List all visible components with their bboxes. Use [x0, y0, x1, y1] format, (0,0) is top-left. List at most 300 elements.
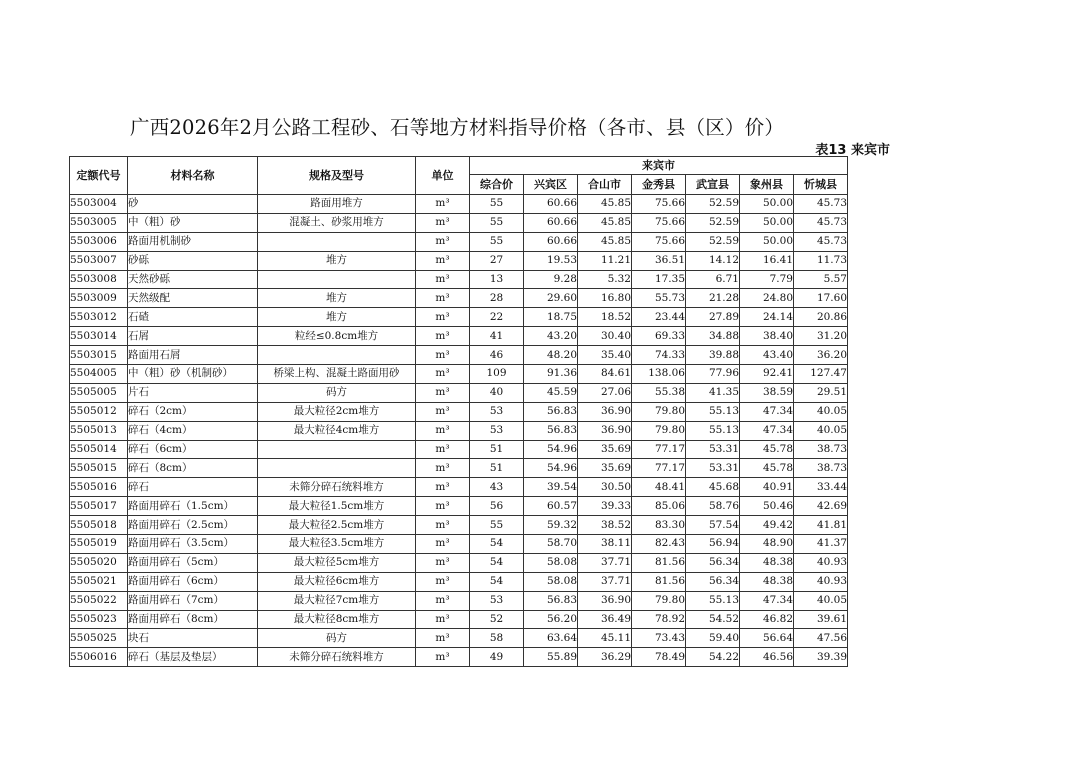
cell-price: 45.73 — [794, 213, 848, 232]
cell-price: 5.57 — [794, 270, 848, 289]
cell-unit: m³ — [416, 195, 470, 214]
cell-price: 45.59 — [524, 383, 578, 402]
cell-name: 路面用机制砂 — [128, 232, 258, 251]
table-row — [70, 478, 848, 497]
cell-price: 5.32 — [578, 270, 632, 289]
cell-price: 41.37 — [794, 535, 848, 554]
cell-unit: m³ — [416, 327, 470, 346]
cell-unit: m³ — [416, 232, 470, 251]
cell-price: 23.44 — [632, 308, 686, 327]
cell-price: 24.80 — [740, 289, 794, 308]
cell-price: 21.28 — [686, 289, 740, 308]
cell-price: 30.40 — [578, 327, 632, 346]
cell-name: 中（粗）砂 — [128, 213, 258, 232]
cell-price: 45.68 — [686, 478, 740, 497]
cell-price: 43.40 — [740, 346, 794, 365]
header-col-heshan: 合山市 — [578, 175, 632, 195]
cell-unit: m³ — [416, 270, 470, 289]
cell-price: 60.66 — [524, 195, 578, 214]
cell-name: 碎石（基层及垫层） — [128, 648, 258, 667]
cell-price: 46.82 — [740, 610, 794, 629]
cell-price: 38.52 — [578, 516, 632, 535]
cell-price: 45.85 — [578, 232, 632, 251]
cell-code: 5505025 — [70, 629, 128, 648]
cell-price: 37.71 — [578, 572, 632, 591]
cell-price: 48.38 — [740, 572, 794, 591]
cell-price: 78.49 — [632, 648, 686, 667]
cell-price: 40.05 — [794, 402, 848, 421]
cell-code: 5503005 — [70, 213, 128, 232]
cell-price: 60.66 — [524, 232, 578, 251]
cell-name: 碎石（8cm） — [128, 459, 258, 478]
cell-price: 39.61 — [794, 610, 848, 629]
cell-price: 13 — [470, 270, 524, 289]
cell-price: 81.56 — [632, 572, 686, 591]
cell-price: 58 — [470, 629, 524, 648]
cell-name: 路面用碎石（8cm） — [128, 610, 258, 629]
cell-price: 54.96 — [524, 440, 578, 459]
cell-unit: m³ — [416, 648, 470, 667]
cell-price: 59.32 — [524, 516, 578, 535]
table-subtitle: 表13 来宾市 — [815, 143, 890, 158]
cell-spec: 最大粒径1.5cm堆方 — [258, 497, 416, 516]
cell-price: 18.75 — [524, 308, 578, 327]
cell-name: 砂 — [128, 195, 258, 214]
cell-code: 5503012 — [70, 308, 128, 327]
cell-name: 砂砾 — [128, 251, 258, 270]
cell-price: 40 — [470, 383, 524, 402]
cell-price: 48.20 — [524, 346, 578, 365]
cell-price: 75.66 — [632, 213, 686, 232]
cell-code: 5505017 — [70, 497, 128, 516]
cell-price: 58.08 — [524, 572, 578, 591]
table-row — [70, 535, 848, 554]
cell-name: 中（粗）砂（机制砂） — [128, 365, 258, 384]
cell-price: 27.89 — [686, 308, 740, 327]
cell-price: 73.43 — [632, 629, 686, 648]
cell-unit: m³ — [416, 591, 470, 610]
cell-name: 天然砂砾 — [128, 270, 258, 289]
cell-price: 14.12 — [686, 251, 740, 270]
cell-price: 55.73 — [632, 289, 686, 308]
cell-name: 碎石（2cm） — [128, 402, 258, 421]
cell-price: 51 — [470, 440, 524, 459]
table-row — [70, 610, 848, 629]
cell-price: 77.96 — [686, 365, 740, 384]
cell-code: 5505005 — [70, 383, 128, 402]
cell-price: 55.38 — [632, 383, 686, 402]
cell-spec — [258, 440, 416, 459]
cell-name: 天然级配 — [128, 289, 258, 308]
cell-name: 路面用碎石（3.5cm） — [128, 535, 258, 554]
cell-name: 路面用碎石（7cm） — [128, 591, 258, 610]
cell-price: 38.59 — [740, 383, 794, 402]
cell-spec: 堆方 — [258, 289, 416, 308]
table-row — [70, 383, 848, 402]
header-code: 定额代号 — [70, 157, 128, 195]
table-row — [70, 289, 848, 308]
cell-price: 39.39 — [794, 648, 848, 667]
cell-price: 56.34 — [686, 553, 740, 572]
cell-price: 54.52 — [686, 610, 740, 629]
table-row — [70, 516, 848, 535]
cell-price: 74.33 — [632, 346, 686, 365]
cell-price: 36.51 — [632, 251, 686, 270]
cell-spec: 未筛分碎石统料堆方 — [258, 478, 416, 497]
cell-spec: 最大粒径6cm堆方 — [258, 572, 416, 591]
cell-code: 5505014 — [70, 440, 128, 459]
cell-name: 石屑 — [128, 327, 258, 346]
cell-price: 56.83 — [524, 421, 578, 440]
cell-price: 30.50 — [578, 478, 632, 497]
cell-price: 28 — [470, 289, 524, 308]
cell-price: 56.94 — [686, 535, 740, 554]
cell-name: 块石 — [128, 629, 258, 648]
cell-code: 5503004 — [70, 195, 128, 214]
cell-code: 5503008 — [70, 270, 128, 289]
cell-name: 路面用碎石（2.5cm） — [128, 516, 258, 535]
cell-price: 29.51 — [794, 383, 848, 402]
document-title: 广西2026年2月公路工程砂、石等地方材料指导价格（各市、县（区）价） — [130, 116, 785, 139]
cell-price: 50.46 — [740, 497, 794, 516]
cell-unit: m³ — [416, 251, 470, 270]
cell-name: 路面用碎石（6cm） — [128, 572, 258, 591]
cell-price: 59.40 — [686, 629, 740, 648]
cell-price: 41.81 — [794, 516, 848, 535]
cell-price: 55 — [470, 195, 524, 214]
cell-price: 47.34 — [740, 402, 794, 421]
table-row — [70, 365, 848, 384]
cell-price: 40.93 — [794, 553, 848, 572]
cell-price: 127.47 — [794, 365, 848, 384]
cell-price: 50.00 — [740, 213, 794, 232]
cell-unit: m³ — [416, 535, 470, 554]
cell-price: 48.90 — [740, 535, 794, 554]
header-col-xiangzhou: 象州县 — [740, 175, 794, 195]
cell-unit: m³ — [416, 629, 470, 648]
cell-code: 5505016 — [70, 478, 128, 497]
table-row — [70, 421, 848, 440]
cell-price: 45.85 — [578, 213, 632, 232]
cell-price: 45.73 — [794, 232, 848, 251]
cell-name: 片石 — [128, 383, 258, 402]
table-row — [70, 648, 848, 667]
cell-code: 5503007 — [70, 251, 128, 270]
cell-spec: 最大粒径2.5cm堆方 — [258, 516, 416, 535]
cell-price: 40.05 — [794, 421, 848, 440]
header-col-composite: 综合价 — [470, 175, 524, 195]
header-col-xincheng: 忻城县 — [794, 175, 848, 195]
price-table — [69, 156, 848, 667]
cell-code: 5504005 — [70, 365, 128, 384]
cell-unit: m³ — [416, 365, 470, 384]
cell-price: 38.73 — [794, 459, 848, 478]
cell-price: 27 — [470, 251, 524, 270]
cell-price: 55 — [470, 213, 524, 232]
cell-code: 5505021 — [70, 572, 128, 591]
cell-price: 39.33 — [578, 497, 632, 516]
cell-price: 78.92 — [632, 610, 686, 629]
cell-unit: m³ — [416, 346, 470, 365]
cell-price: 24.14 — [740, 308, 794, 327]
cell-price: 45.78 — [740, 440, 794, 459]
cell-price: 60.57 — [524, 497, 578, 516]
cell-price: 81.56 — [632, 553, 686, 572]
cell-price: 77.17 — [632, 459, 686, 478]
cell-price: 53.31 — [686, 459, 740, 478]
cell-spec — [258, 232, 416, 251]
cell-price: 36.29 — [578, 648, 632, 667]
cell-code: 5505022 — [70, 591, 128, 610]
cell-code: 5505019 — [70, 535, 128, 554]
cell-price: 56.20 — [524, 610, 578, 629]
table-row — [70, 459, 848, 478]
cell-price: 45.11 — [578, 629, 632, 648]
table-row — [70, 327, 848, 346]
cell-price: 38.40 — [740, 327, 794, 346]
cell-price: 54.96 — [524, 459, 578, 478]
cell-price: 17.35 — [632, 270, 686, 289]
cell-price: 52.59 — [686, 213, 740, 232]
table-row — [70, 232, 848, 251]
cell-name: 碎石 — [128, 478, 258, 497]
cell-price: 47.56 — [794, 629, 848, 648]
cell-spec: 粒经≤0.8cm堆方 — [258, 327, 416, 346]
cell-unit: m³ — [416, 478, 470, 497]
cell-price: 43.20 — [524, 327, 578, 346]
cell-price: 20.86 — [794, 308, 848, 327]
cell-price: 55 — [470, 516, 524, 535]
cell-price: 38.73 — [794, 440, 848, 459]
cell-price: 42.69 — [794, 497, 848, 516]
cell-price: 92.41 — [740, 365, 794, 384]
cell-unit: m³ — [416, 497, 470, 516]
cell-price: 39.54 — [524, 478, 578, 497]
header-row-1 — [70, 157, 848, 175]
cell-spec: 堆方 — [258, 308, 416, 327]
cell-price: 69.33 — [632, 327, 686, 346]
cell-price: 45.73 — [794, 195, 848, 214]
table-row — [70, 213, 848, 232]
cell-price: 40.91 — [740, 478, 794, 497]
cell-price: 84.61 — [578, 365, 632, 384]
cell-price: 33.44 — [794, 478, 848, 497]
cell-price: 79.80 — [632, 402, 686, 421]
cell-price: 36.20 — [794, 346, 848, 365]
cell-code: 5503006 — [70, 232, 128, 251]
cell-name: 路面用碎石（5cm） — [128, 553, 258, 572]
cell-price: 53 — [470, 421, 524, 440]
cell-price: 7.79 — [740, 270, 794, 289]
cell-price: 52.59 — [686, 195, 740, 214]
header-col-xingbin: 兴宾区 — [524, 175, 578, 195]
table-row — [70, 195, 848, 214]
cell-unit: m³ — [416, 572, 470, 591]
cell-price: 85.06 — [632, 497, 686, 516]
cell-spec — [258, 459, 416, 478]
cell-price: 18.52 — [578, 308, 632, 327]
cell-price: 48.38 — [740, 553, 794, 572]
header-name: 材料名称 — [128, 157, 258, 195]
table-row — [70, 346, 848, 365]
cell-price: 109 — [470, 365, 524, 384]
cell-spec: 最大粒径2cm堆方 — [258, 402, 416, 421]
cell-unit: m³ — [416, 459, 470, 478]
cell-price: 50.00 — [740, 195, 794, 214]
cell-price: 54 — [470, 572, 524, 591]
cell-price: 49.42 — [740, 516, 794, 535]
header-col-wuxuan: 武宣县 — [686, 175, 740, 195]
cell-code: 5505013 — [70, 421, 128, 440]
cell-price: 6.71 — [686, 270, 740, 289]
table-row — [70, 308, 848, 327]
cell-spec: 堆方 — [258, 251, 416, 270]
cell-price: 27.06 — [578, 383, 632, 402]
cell-price: 46.56 — [740, 648, 794, 667]
cell-code: 5503009 — [70, 289, 128, 308]
table-row — [70, 440, 848, 459]
table-body — [70, 195, 848, 667]
cell-code: 5505012 — [70, 402, 128, 421]
cell-price: 36.90 — [578, 591, 632, 610]
cell-price: 83.30 — [632, 516, 686, 535]
cell-price: 22 — [470, 308, 524, 327]
cell-code: 5503015 — [70, 346, 128, 365]
cell-name: 碎石（4cm） — [128, 421, 258, 440]
cell-code: 5505015 — [70, 459, 128, 478]
cell-spec: 混凝土、砂浆用堆方 — [258, 213, 416, 232]
cell-price: 11.21 — [578, 251, 632, 270]
cell-price: 9.28 — [524, 270, 578, 289]
cell-price: 75.66 — [632, 195, 686, 214]
cell-price: 36.90 — [578, 402, 632, 421]
cell-spec: 最大粒径4cm堆方 — [258, 421, 416, 440]
cell-price: 50.00 — [740, 232, 794, 251]
cell-spec: 最大粒径5cm堆方 — [258, 553, 416, 572]
cell-price: 39.88 — [686, 346, 740, 365]
cell-price: 51 — [470, 459, 524, 478]
header-spec: 规格及型号 — [258, 157, 416, 195]
table-row — [70, 591, 848, 610]
table-row — [70, 553, 848, 572]
cell-name: 碎石（6cm） — [128, 440, 258, 459]
header-unit: 单位 — [416, 157, 470, 195]
cell-price: 56.64 — [740, 629, 794, 648]
cell-name: 路面用碎石（1.5cm） — [128, 497, 258, 516]
cell-price: 55 — [470, 232, 524, 251]
cell-price: 55.13 — [686, 591, 740, 610]
cell-price: 82.43 — [632, 535, 686, 554]
cell-price: 43 — [470, 478, 524, 497]
cell-price: 36.90 — [578, 421, 632, 440]
cell-price: 53 — [470, 591, 524, 610]
cell-unit: m³ — [416, 383, 470, 402]
cell-price: 57.54 — [686, 516, 740, 535]
cell-price: 46 — [470, 346, 524, 365]
cell-spec: 码方 — [258, 383, 416, 402]
cell-code: 5505020 — [70, 553, 128, 572]
cell-price: 41 — [470, 327, 524, 346]
cell-price: 91.36 — [524, 365, 578, 384]
cell-code: 5505023 — [70, 610, 128, 629]
cell-price: 55.13 — [686, 421, 740, 440]
cell-unit: m³ — [416, 440, 470, 459]
cell-price: 45.85 — [578, 195, 632, 214]
cell-price: 19.53 — [524, 251, 578, 270]
cell-price: 60.66 — [524, 213, 578, 232]
table-row — [70, 270, 848, 289]
cell-spec: 码方 — [258, 629, 416, 648]
cell-price: 53 — [470, 402, 524, 421]
cell-price: 40.05 — [794, 591, 848, 610]
table-row — [70, 629, 848, 648]
cell-price: 56.34 — [686, 572, 740, 591]
cell-price: 16.80 — [578, 289, 632, 308]
cell-price: 37.71 — [578, 553, 632, 572]
cell-unit: m³ — [416, 289, 470, 308]
header-city: 来宾市 — [470, 157, 848, 175]
cell-price: 54 — [470, 553, 524, 572]
cell-price: 75.66 — [632, 232, 686, 251]
cell-spec: 最大粒径3.5cm堆方 — [258, 535, 416, 554]
cell-price: 34.88 — [686, 327, 740, 346]
cell-price: 79.80 — [632, 421, 686, 440]
cell-price: 52.59 — [686, 232, 740, 251]
cell-spec: 最大粒径7cm堆方 — [258, 591, 416, 610]
cell-price: 11.73 — [794, 251, 848, 270]
cell-price: 55.13 — [686, 402, 740, 421]
cell-price: 58.08 — [524, 553, 578, 572]
cell-unit: m³ — [416, 610, 470, 629]
cell-price: 53.31 — [686, 440, 740, 459]
cell-spec: 最大粒径8cm堆方 — [258, 610, 416, 629]
cell-price: 52 — [470, 610, 524, 629]
cell-price: 63.64 — [524, 629, 578, 648]
cell-price: 36.49 — [578, 610, 632, 629]
cell-code: 5506016 — [70, 648, 128, 667]
cell-unit: m³ — [416, 402, 470, 421]
cell-name: 路面用石屑 — [128, 346, 258, 365]
cell-price: 41.35 — [686, 383, 740, 402]
cell-price: 16.41 — [740, 251, 794, 270]
cell-spec — [258, 270, 416, 289]
table-row — [70, 572, 848, 591]
cell-price: 79.80 — [632, 591, 686, 610]
cell-price: 35.40 — [578, 346, 632, 365]
cell-price: 45.78 — [740, 459, 794, 478]
cell-spec: 未筛分碎石统料堆方 — [258, 648, 416, 667]
table-row — [70, 251, 848, 270]
cell-price: 138.06 — [632, 365, 686, 384]
cell-price: 56.83 — [524, 402, 578, 421]
cell-unit: m³ — [416, 553, 470, 572]
cell-price: 56 — [470, 497, 524, 516]
cell-price: 35.69 — [578, 440, 632, 459]
cell-price: 47.34 — [740, 421, 794, 440]
table-row — [70, 402, 848, 421]
cell-price: 17.60 — [794, 289, 848, 308]
cell-unit: m³ — [416, 213, 470, 232]
cell-spec: 桥梁上构、混凝土路面用砂 — [258, 365, 416, 384]
cell-price: 49 — [470, 648, 524, 667]
cell-name: 石碴 — [128, 308, 258, 327]
cell-price: 55.89 — [524, 648, 578, 667]
cell-unit: m³ — [416, 421, 470, 440]
cell-code: 5505018 — [70, 516, 128, 535]
header-col-jinxiu: 金秀县 — [632, 175, 686, 195]
table-row — [70, 497, 848, 516]
cell-price: 40.93 — [794, 572, 848, 591]
